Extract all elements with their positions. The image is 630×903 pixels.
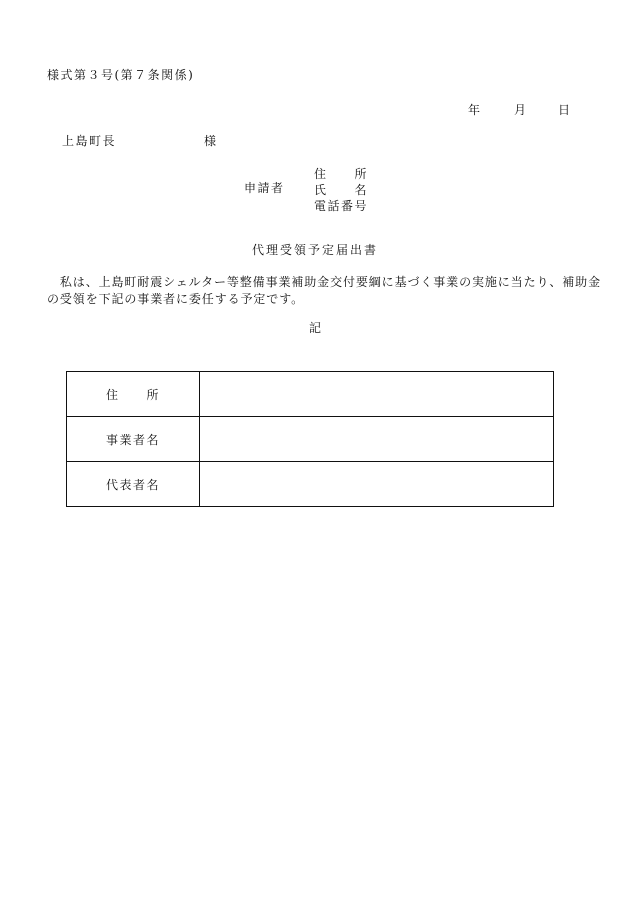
business-name-value-field[interactable]	[200, 417, 554, 462]
row-label-business-name: 事業者名	[67, 417, 200, 462]
addressee-honorific: 様	[204, 134, 218, 148]
applicant-address-label: 住 所	[314, 167, 369, 181]
applicant-name-label: 氏 名	[314, 183, 369, 197]
address-value-field[interactable]	[200, 372, 554, 417]
row-label-address: 住 所	[67, 372, 200, 417]
date-line	[468, 104, 570, 116]
table-row	[67, 462, 554, 507]
table-row	[67, 372, 554, 417]
row-label-representative: 代表者名	[67, 462, 200, 507]
day-label: 日	[558, 103, 571, 117]
ki-label: 記	[308, 321, 321, 335]
applicant-phone-label: 電話番号	[314, 199, 369, 213]
addressee-name: 上島町長	[62, 134, 117, 148]
representative-value-field[interactable]	[200, 462, 554, 507]
applicant-role-label: 申請者	[244, 181, 285, 195]
document-title: 代理受領予定届出書	[251, 243, 378, 257]
agent-table	[66, 371, 554, 507]
table-row	[67, 417, 554, 462]
year-label: 年	[468, 103, 481, 117]
form-number: 様式第３号(第７条関係)	[47, 68, 195, 82]
addressee	[62, 135, 218, 147]
month-label: 月	[514, 103, 527, 117]
body-text: 私は、上島町耐震シェルター等整備事業補助金交付要綱に基づく事業の実施に当たり、補助金の受領を下記の事業者に委任する予定です。	[47, 275, 601, 306]
